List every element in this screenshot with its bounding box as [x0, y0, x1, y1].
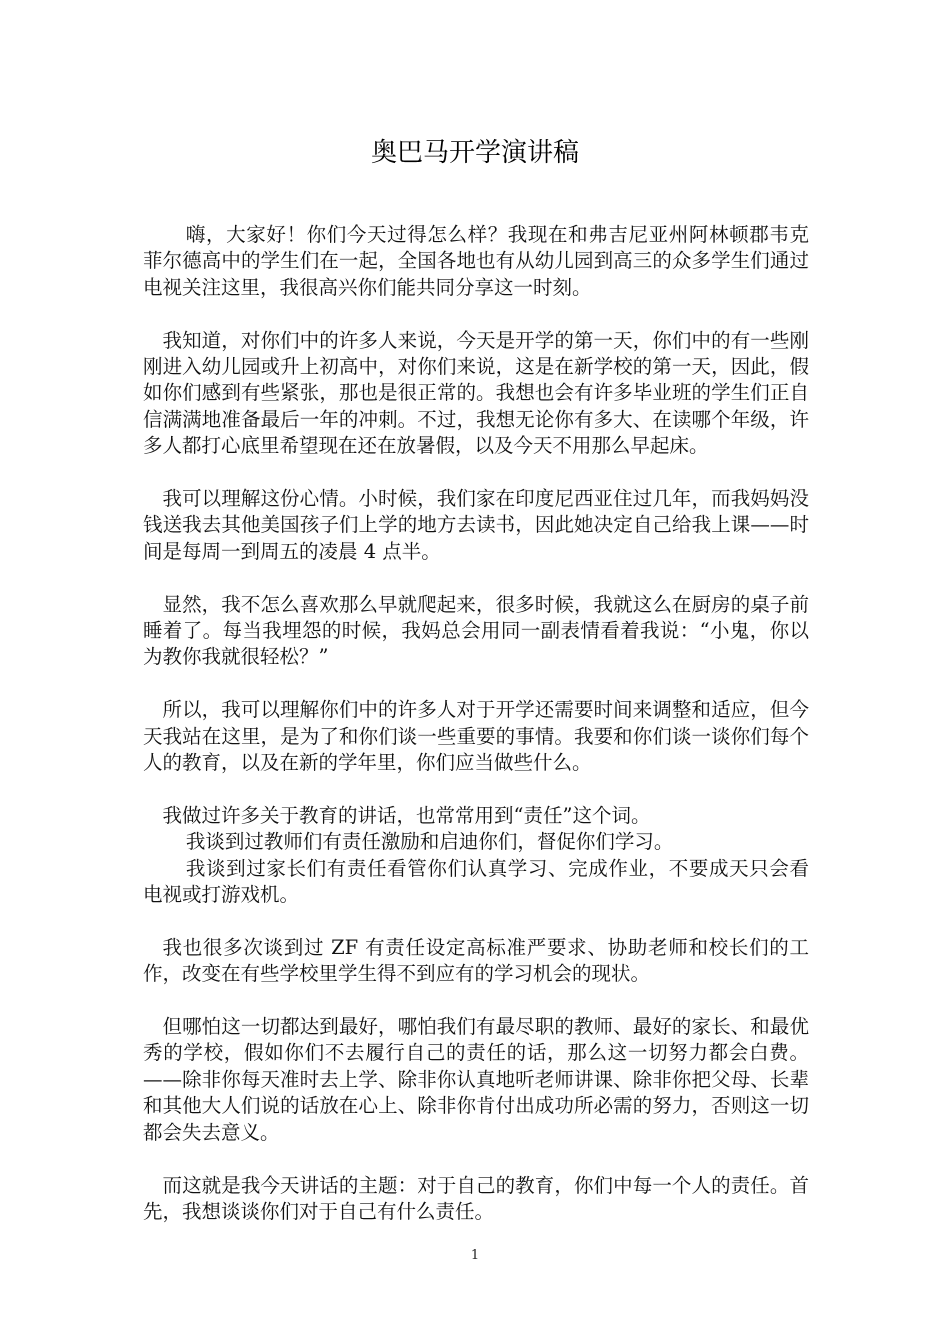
paragraph-1: 嗨，大家好！你们今天过得怎么样？我现在和弗吉尼亚州阿林顿郡韦克菲尔德高中的学生们在一起，全国各地也有从幼儿园到高三的众多学生们通过电视关注这里，我很高兴你们能共同分享这一时刻。	[143, 223, 809, 299]
paragraph-10: 但哪怕这一切都达到最好，哪怕我们有最尽职的教师、最好的家长、和最优秀的学校，假如你们不去履行自己的责任的话，那么这一切努力都会白费。——除非你每天准时去上学、除非你认真地听老师讲课、除非你把父母、长辈和其他大人们说的话放在心上、除非你肯付出成功所必需的努力，否则这一切都会失去意义。	[143, 1015, 809, 1144]
paragraph-3: 我可以理解这份心情。小时候，我们家在印度尼西亚住过几年，而我妈妈没钱送我去其他美国孩子们上学的地方去读书，因此她决定自己给我上课——时间是每周一到周五的凌晨 4 点半。	[143, 487, 809, 563]
page-number: 1	[470, 1248, 480, 1263]
paragraph-11: 而这就是我今天讲话的主题：对于自己的教育，你们中每一个人的责任。首先，我想谈谈你们对于自己有什么责任。	[143, 1173, 809, 1223]
paragraph-7: 我谈到过教师们有责任激励和启迪你们，督促你们学习。	[185, 830, 674, 854]
paragraph-4: 显然，我不怎么喜欢那么早就爬起来，很多时候，我就这么在厨房的桌子前睡着了。每当我埋怨的时候，我妈总会用同一副表情看着我说：“小鬼，你以为教你我就很轻松？”	[143, 592, 809, 669]
paragraph-9: 我也很多次谈到过 ZF 有责任设定高标准严要求、协助老师和校长们的工作，改变在有些学校里学生得不到应有的学习机会的现状。	[143, 935, 809, 986]
paragraph-2: 我知道，对你们中的许多人来说，今天是开学的第一天，你们中的有一些刚刚进入幼儿园或升上初高中，对你们来说，这是在新学校的第一天，因此，假如你们感到有些紧张，那也是很正常的。我想也会有许多毕业班的学生们正自信满满地准备最后一年的冲刺。不过，我想无论你有多大、在读哪个年级，许多人都打心底里希望现在还在放暑假，以及今天不用那么早起床。	[143, 328, 809, 458]
paragraph-6: 我做过许多关于教育的讲话，也常常用到“责任”这个词。	[162, 803, 651, 827]
document-title: 奥巴马开学演讲稿	[370, 138, 579, 168]
paragraph-8: 我谈到过家长们有责任看管你们认真学习、完成作业，不要成天只会看电视或打游戏机。	[143, 856, 809, 907]
paragraph-5: 所以，我可以理解你们中的许多人对于开学还需要时间来调整和适应，但今天我站在这里，是为了和你们谈一些重要的事情。我要和你们谈一谈你们每个人的教育，以及在新的学年里，你们应当做些什么。	[143, 698, 809, 775]
document-body	[143, 222, 809, 1252]
